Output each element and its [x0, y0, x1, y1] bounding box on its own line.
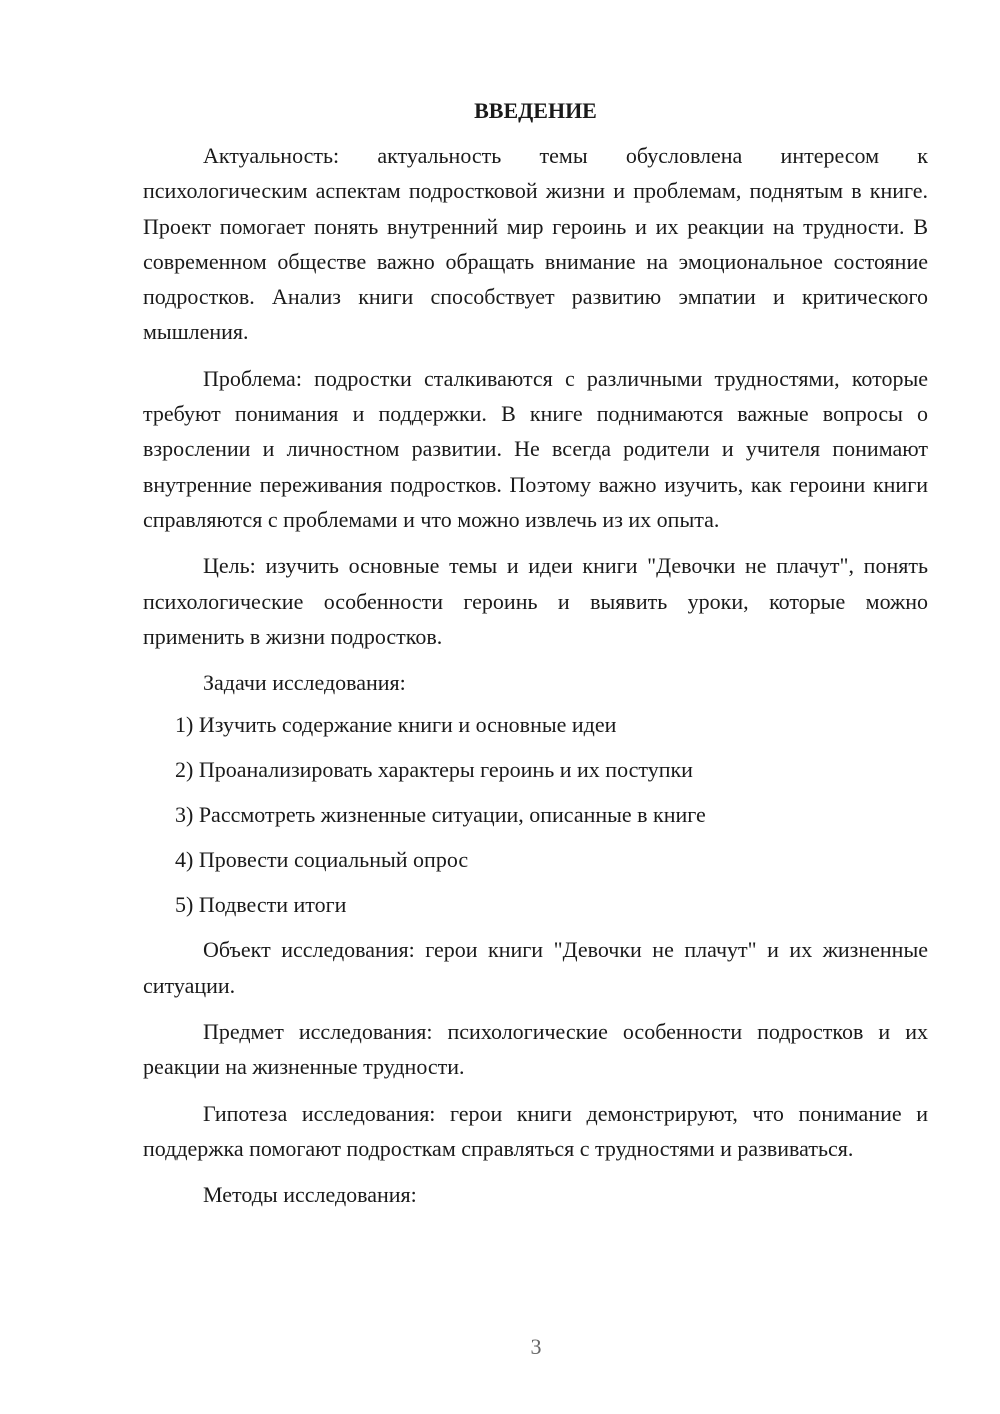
hypothesis-paragraph: Гипотеза исследования: герои книги демонстрируют, что понимание и поддержка помогают подросткам справляться с трудностями и развиваться.: [143, 1100, 928, 1161]
task-item: 4) Провести социальный опрос: [175, 847, 469, 873]
page-number: 3: [530, 1334, 542, 1359]
goal-paragraph: Цель: изучить основные темы и идеи книги "Девочки не плачут", понять психологические особенности героинь и выявить уроки, которые можно применить в жизни подростков.: [143, 553, 928, 649]
page-content: [143, 96, 928, 1213]
task-item: 1) Изучить содержание книги и основные идеи: [175, 712, 617, 738]
task-item: 2) Проанализировать характеры героинь и их поступки: [175, 757, 693, 783]
tasks-list: [143, 707, 928, 922]
task-item: 5) Подвести итоги: [175, 892, 347, 918]
tasks-heading: Задачи исследования:: [203, 670, 406, 696]
section-title: ВВЕДЕНИЕ: [474, 98, 597, 123]
relevance-paragraph: Актуальность: актуальность темы обусловлена интересом к психологическим аспектам подростковой жизни и проблемам, поднятым в книге. Проект помогает понять внутренний мир героинь и их реакции на трудности. В современном обществе важно обращать внимание на эмоциональное состояние подростков. Анализ книги способствует развитию эмпатии и критического мышления.: [143, 143, 928, 345]
problem-paragraph: Проблема: подростки сталкиваются с различными трудностями, которые требуют понимания и поддержки. В книге поднимаются важные вопросы о взрослении и личностном развитии. Не всегда родители и учителя понимают внутренние переживания подростков. Поэтому важно изучить, как героини книги справляются с проблемами и что можно извлечь из их опыта.: [143, 365, 928, 532]
methods-heading: Методы исследования:: [203, 1182, 417, 1208]
subject-paragraph: Предмет исследования: психологические особенности подростков и их реакции на жизненные трудности.: [143, 1019, 928, 1080]
task-item: 3) Рассмотреть жизненные ситуации, описанные в книге: [175, 802, 706, 828]
object-paragraph: Объект исследования: герои книги "Девочки не плачут" и их жизненные ситуации.: [143, 937, 928, 998]
